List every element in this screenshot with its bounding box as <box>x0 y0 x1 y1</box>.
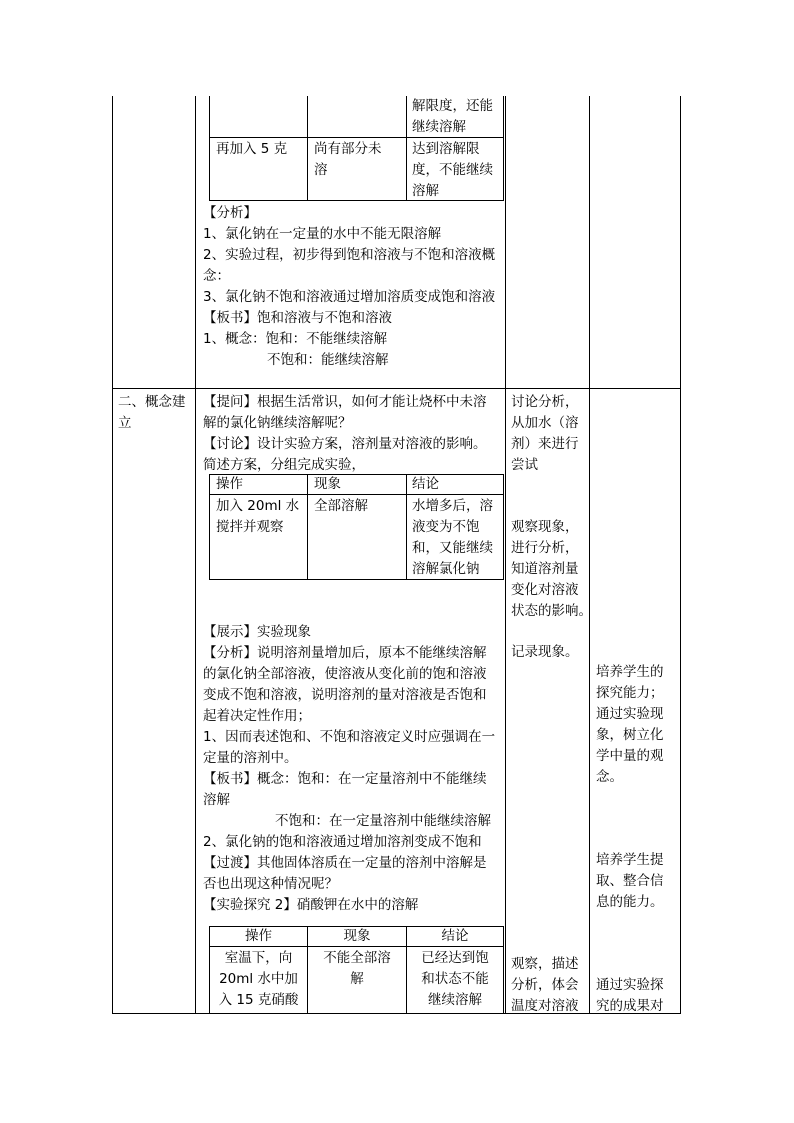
text-line: 究的成果对 <box>596 998 664 1014</box>
text-line: 2、实验过程，初步得到饱和溶液与不饱和溶液概 <box>203 247 496 263</box>
cell-line: 继续溶解 <box>428 992 482 1008</box>
design-intent-a <box>596 662 664 788</box>
text-line: 【分析】说明溶剂量增加后，原本不能继续溶解 <box>203 645 487 661</box>
text-line: 【提问】根据生活常识，如何才能让烧杯中未溶 <box>203 394 487 410</box>
text-line: 尝试 <box>511 457 538 473</box>
teacher-activity-body <box>203 622 495 916</box>
text-line: 通过实验探 <box>596 977 664 993</box>
inner-table-b-border <box>307 474 308 580</box>
table-border-col1 <box>195 96 196 1014</box>
cell-line: 水增多后，溶 <box>412 498 493 514</box>
text-line: 变成不饱和溶液，说明溶剂的量对溶液是否饱和 <box>203 687 487 703</box>
inner-table-c-header-operation <box>210 926 307 947</box>
inner-table-a-border <box>406 96 407 201</box>
text-line: 观察现象， <box>511 519 579 535</box>
cell-line: 结论 <box>441 928 469 944</box>
text-line: 否也出现这种情况呢？ <box>203 876 338 892</box>
text-line: 3、氯化钠不饱和溶液通过增加溶质变成饱和溶液 <box>203 289 496 305</box>
cell-line: 现象 <box>343 928 371 944</box>
text-line: 从加水（溶 <box>511 415 579 431</box>
cell-line: 再加入 5 克 <box>216 141 288 157</box>
text-line: 讨论分析， <box>511 394 579 410</box>
inner-table-b-border <box>503 474 504 580</box>
cell-line: 加入 20ml 水 <box>216 498 300 514</box>
inner-table-c-header-conclusion <box>407 926 503 947</box>
text-line: 象，树立化 <box>596 727 664 743</box>
text-line: 息的能力。 <box>596 894 664 910</box>
text-line: 进行分析， <box>511 540 579 556</box>
cell-line: 溶解 <box>412 183 439 199</box>
cell-line: 度，不能继续 <box>412 162 493 178</box>
text-line: 探究能力； <box>596 685 664 701</box>
cell-line: 和，又能继续 <box>412 540 493 556</box>
cell-line: 全部溶解 <box>314 498 368 514</box>
table-border-left <box>112 96 113 1014</box>
text-line: 学中量的观 <box>596 748 664 764</box>
text-line: 取、整合信 <box>596 873 664 889</box>
teacher-activity-intro <box>203 392 487 476</box>
cell-line: 已经达到饱 <box>421 950 489 966</box>
text-line: 【过渡】其他固体溶质在一定量的溶剂中溶解是 <box>203 855 487 871</box>
student-activity-d <box>511 954 579 1017</box>
inner-table-a-border <box>209 96 210 201</box>
cell-line: 室温下，向 <box>224 950 293 966</box>
cell-line: 尚有部分未 <box>314 141 382 157</box>
text-line: 【板书】概念：饱和：在一定量溶剂中不能继续 <box>203 771 487 787</box>
text-line: 念： <box>203 268 230 284</box>
cell-line: 解限度，还能 <box>412 98 493 114</box>
inner-table-b-header-phenomenon <box>314 474 341 495</box>
text-line: 的氯化钠全部溶液，使溶液从变化前的饱和溶液 <box>203 666 487 682</box>
text-line: 【讨论】设计实验方案，溶剂量对溶液的影响。 <box>203 436 487 452</box>
table-row-divider <box>112 388 681 389</box>
text-line: 【实验探究 2】硝酸钾在水中的溶解 <box>203 897 419 913</box>
inner-table-c-header-phenomenon <box>308 926 406 947</box>
cell-line: 继续溶解 <box>412 119 466 135</box>
text-line: 【板书】饱和溶液与不饱和溶液 <box>203 310 392 326</box>
inner-table-c-row1-operation <box>210 948 307 1011</box>
student-activity-b <box>511 517 592 622</box>
text-line: 不饱和：能继续溶解 <box>267 352 389 368</box>
inner-table-b-header-conclusion <box>412 474 439 495</box>
inner-table-a-row1-conclusion <box>412 96 493 138</box>
text-line: 知道溶剂量 <box>511 561 579 577</box>
text-line: 状态的影响。 <box>511 603 592 619</box>
text-line: 【展示】实验现象 <box>203 624 311 640</box>
inner-table-a-border <box>307 96 308 201</box>
cell-line: 搅拌并观察 <box>216 519 284 535</box>
student-activity-a <box>511 392 579 476</box>
text-line: 培养学生提 <box>596 852 664 868</box>
text-line: 简述方案，分组完成实验， <box>203 457 365 473</box>
text-line: 分析，体会 <box>511 977 579 993</box>
text-line: 解的氯化钠继续溶解呢？ <box>203 415 352 431</box>
text-line: 培养学生的 <box>596 664 664 680</box>
design-intent-c <box>596 975 664 1017</box>
inner-table-a-row2-conclusion <box>412 139 493 202</box>
text-line: 念。 <box>596 769 623 785</box>
text-line: 溶解 <box>203 792 230 808</box>
cell-line: 20ml 水中加 <box>219 971 298 987</box>
inner-table-b-header-operation <box>216 474 243 495</box>
inner-table-b-row1-conclusion <box>412 496 493 580</box>
table-border-right <box>680 96 681 1014</box>
inner-table-b-border <box>209 474 504 475</box>
text-line: 1、氯化钠在一定量的水中不能无限溶解 <box>203 226 442 242</box>
text-line: 起着决定性作用； <box>203 708 311 724</box>
inner-table-a-border <box>503 96 504 201</box>
inner-table-c-row1-conclusion <box>407 948 503 1011</box>
table-border-col2 <box>505 96 506 1014</box>
stage-label <box>118 392 186 434</box>
analysis-notes <box>203 203 495 371</box>
text-line: 2、氯化钠的饱和溶液通过增加溶剂变成不饱和 <box>203 834 482 850</box>
design-intent-b <box>596 850 664 913</box>
cell-line: 解 <box>350 971 364 987</box>
inner-table-b-border <box>209 474 210 580</box>
text-line: 【分析】 <box>203 205 257 221</box>
cell-line: 液变为不饱 <box>412 519 480 535</box>
text-line: 立 <box>118 415 132 431</box>
cell-line: 溶解氯化钠 <box>412 561 480 577</box>
cell-line: 达到溶解限 <box>412 141 480 157</box>
cell-line: 溶 <box>314 162 328 178</box>
cell-line: 操作 <box>245 928 272 944</box>
inner-table-b-row1-operation <box>216 496 299 538</box>
text-line: 变化对溶液 <box>511 582 579 598</box>
cell-line: 不能全部溶 <box>323 950 391 966</box>
inner-table-b-border <box>406 474 407 580</box>
inner-table-b-row1-phenomenon <box>314 496 368 517</box>
text-line: 温度对溶液 <box>511 998 579 1014</box>
cell-line: 结论 <box>412 476 439 492</box>
inner-table-c-border <box>503 926 504 1014</box>
inner-table-b-border <box>209 494 504 495</box>
text-line: 剂）来进行 <box>511 436 579 452</box>
text-line: 记录现象。 <box>511 644 579 660</box>
inner-table-a-row2-phenomenon <box>314 139 382 181</box>
cell-line: 入 15 克硝酸 <box>218 992 299 1008</box>
inner-table-a-row2-operation <box>216 139 287 160</box>
text-line: 二、概念建 <box>118 394 186 410</box>
text-line: 1、概念：饱和：不能继续溶解 <box>203 331 388 347</box>
text-line: 通过实验现 <box>596 706 664 722</box>
cell-line: 和状态不能 <box>421 971 489 987</box>
text-line: 观察，描述 <box>511 956 579 972</box>
inner-table-c-row1-phenomenon <box>308 948 406 990</box>
text-line: 定量的溶剂中。 <box>203 750 298 766</box>
cell-line: 现象 <box>314 476 341 492</box>
text-line: 不饱和：在一定量溶剂中能继续溶解 <box>275 813 491 829</box>
cell-line: 操作 <box>216 476 243 492</box>
student-activity-c <box>511 642 579 663</box>
text-line: 1、因而表述饱和、不饱和溶液定义时应强调在一 <box>203 729 496 745</box>
